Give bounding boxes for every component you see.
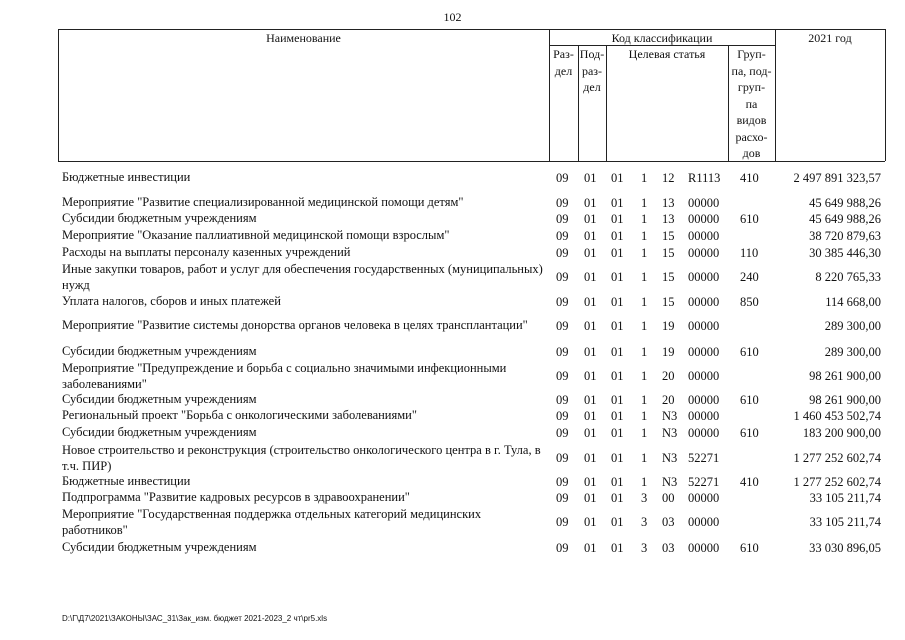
row-name: Региональный проект "Борьба с онкологическими заболеваниями" xyxy=(62,408,417,422)
code-program: 01 xyxy=(611,408,624,423)
code-razdel: 09 xyxy=(556,245,569,260)
amount-2021: 289 300,00 xyxy=(824,318,881,333)
code-program: 01 xyxy=(611,211,624,226)
header-border-left xyxy=(58,29,59,161)
code-event: 20 xyxy=(662,392,675,407)
code-program: 01 xyxy=(611,540,624,555)
amount-2021: 2 497 891 323,57 xyxy=(793,170,881,185)
code-program: 01 xyxy=(611,425,624,440)
header-target: Целевая статья xyxy=(628,47,706,61)
header-razdel: Раз- дел xyxy=(553,47,574,78)
amount-2021: 30 385 446,30 xyxy=(809,245,881,260)
code-direction: 00000 xyxy=(688,270,720,284)
amount-2021: 33 105 211,74 xyxy=(809,490,881,505)
code-razdel: 09 xyxy=(556,490,569,505)
code-direction: 00000 xyxy=(688,490,720,505)
code-direction: 00000 xyxy=(688,540,720,555)
code-program: 01 xyxy=(611,451,624,465)
code-podrazdel: 01 xyxy=(584,245,597,260)
header-year: 2021 год xyxy=(808,31,852,45)
code-podrazdel: 01 xyxy=(584,294,597,309)
code-podrazdel: 01 xyxy=(584,540,597,555)
amount-2021: 114 668,00 xyxy=(825,294,881,309)
code-expense-type: 610 xyxy=(740,211,759,226)
code-direction: 00000 xyxy=(688,211,720,226)
code-razdel: 09 xyxy=(556,369,569,383)
code-event: 15 xyxy=(662,228,675,243)
header-border-code xyxy=(775,29,776,161)
amount-2021: 45 649 988,26 xyxy=(809,195,881,210)
code-subprogram: 3 xyxy=(641,490,648,505)
code-subprogram: 1 xyxy=(641,228,648,243)
file-path-footer: D:\Г\Д7\2021\ЗАКОНЫ\ЗАС_31\Зак_изм. бюджет 2021-2023_2 чт\pr5.xls xyxy=(62,614,328,623)
code-razdel: 09 xyxy=(556,540,569,555)
code-event: 19 xyxy=(662,344,675,359)
code-razdel: 09 xyxy=(556,270,569,284)
code-direction: 00000 xyxy=(688,344,720,359)
code-event: N3 xyxy=(662,474,678,489)
code-event: 03 xyxy=(662,515,675,529)
code-program: 01 xyxy=(611,344,624,359)
code-subprogram: 1 xyxy=(641,195,648,210)
code-razdel: 09 xyxy=(556,425,569,440)
code-direction: 00000 xyxy=(688,318,720,333)
code-razdel: 09 xyxy=(556,228,569,243)
code-subprogram: 1 xyxy=(641,270,648,284)
code-program: 01 xyxy=(611,170,624,185)
code-event: 13 xyxy=(662,195,675,210)
row-name: Мероприятие "Государственная поддержка отдельных категорий медицинских работников" xyxy=(62,507,482,537)
code-direction: 00000 xyxy=(688,515,720,529)
code-expense-type: 410 xyxy=(740,170,759,185)
amount-2021: 183 200 900,00 xyxy=(802,425,881,440)
code-program: 01 xyxy=(611,369,624,383)
code-direction: 00000 xyxy=(688,245,720,260)
header-name: Наименование xyxy=(266,31,341,45)
amount-2021: 8 220 765,33 xyxy=(815,270,881,284)
code-program: 01 xyxy=(611,245,624,260)
code-program: 01 xyxy=(611,392,624,407)
code-event: N3 xyxy=(662,451,678,465)
code-podrazdel: 01 xyxy=(584,474,597,489)
code-razdel: 09 xyxy=(556,318,569,333)
code-direction: 00000 xyxy=(688,228,720,243)
code-podrazdel: 01 xyxy=(584,170,597,185)
code-event: N3 xyxy=(662,408,678,423)
code-podrazdel: 01 xyxy=(584,451,597,465)
code-expense-type: 410 xyxy=(740,474,759,489)
code-direction: 00000 xyxy=(688,195,720,210)
amount-2021: 38 720 879,63 xyxy=(809,228,881,243)
row-name: Субсидии бюджетным учреждениям xyxy=(62,392,257,406)
code-event: 19 xyxy=(662,318,675,333)
row-name: Мероприятие "Развитие специализированной медицинской помощи детям" xyxy=(62,195,464,209)
code-subprogram: 1 xyxy=(641,408,648,423)
row-name: Субсидии бюджетным учреждениям xyxy=(62,425,257,439)
code-subprogram: 1 xyxy=(641,369,648,383)
code-subprogram: 3 xyxy=(641,540,648,555)
row-name: Бюджетные инвестиции xyxy=(62,474,191,488)
code-razdel: 09 xyxy=(556,344,569,359)
code-expense-type: 610 xyxy=(740,540,759,555)
code-event: 15 xyxy=(662,294,675,309)
code-expense-type: 110 xyxy=(740,245,759,260)
amount-2021: 98 261 900,00 xyxy=(809,369,881,383)
row-name: Мероприятие "Оказание паллиативной медицинской помощи взрослым" xyxy=(62,228,450,242)
row-name: Уплата налогов, сборов и иных платежей xyxy=(62,294,281,308)
code-razdel: 09 xyxy=(556,392,569,407)
amount-2021: 33 030 896,05 xyxy=(809,540,881,555)
code-subprogram: 1 xyxy=(641,474,648,489)
code-direction: R1113 xyxy=(688,170,721,185)
code-event: 20 xyxy=(662,369,675,383)
code-program: 01 xyxy=(611,474,624,489)
code-podrazdel: 01 xyxy=(584,425,597,440)
code-expense-type: 850 xyxy=(740,294,759,309)
code-podrazdel: 01 xyxy=(584,270,597,284)
code-podrazdel: 01 xyxy=(584,344,597,359)
code-subprogram: 1 xyxy=(641,318,648,333)
code-expense-type: 610 xyxy=(740,344,759,359)
amount-2021: 1 277 252 602,74 xyxy=(793,474,881,489)
code-expense-type: 610 xyxy=(740,425,759,440)
header-code-classification: Код классификации xyxy=(611,31,713,45)
code-podrazdel: 01 xyxy=(584,228,597,243)
code-podrazdel: 01 xyxy=(584,211,597,226)
code-program: 01 xyxy=(611,270,624,284)
code-razdel: 09 xyxy=(556,474,569,489)
row-name: Субсидии бюджетным учреждениям xyxy=(62,540,257,554)
header-border-right xyxy=(885,29,886,161)
code-subprogram: 1 xyxy=(641,170,648,185)
code-direction: 52271 xyxy=(688,474,720,489)
row-name: Иные закупки товаров, работ и услуг для обеспечения государственных (муниципальных) нужд xyxy=(62,262,543,292)
code-direction: 52271 xyxy=(688,451,720,465)
amount-2021: 98 261 900,00 xyxy=(809,392,881,407)
code-subprogram: 1 xyxy=(641,425,648,440)
code-event: 15 xyxy=(662,245,675,260)
code-podrazdel: 01 xyxy=(584,318,597,333)
code-podrazdel: 01 xyxy=(584,408,597,423)
code-razdel: 09 xyxy=(556,211,569,226)
code-podrazdel: 01 xyxy=(584,369,597,383)
code-program: 01 xyxy=(611,515,624,529)
row-name: Новое строительство и реконструкция (строительство онкологического центра в г. Тула, в т.ч. ПИР) xyxy=(62,443,541,473)
row-name: Мероприятие "Предупреждение и борьба с социально значимыми инфекционными заболеваниями" xyxy=(62,361,507,391)
code-razdel: 09 xyxy=(556,195,569,210)
code-event: 15 xyxy=(662,270,675,284)
row-name: Субсидии бюджетным учреждениям xyxy=(62,344,257,358)
amount-2021: 289 300,00 xyxy=(824,344,881,359)
code-event: 12 xyxy=(662,170,675,185)
row-name: Бюджетные инвестиции xyxy=(62,170,191,184)
row-name: Подпрограмма "Развитие кадровых ресурсов в здравоохранении" xyxy=(62,490,410,504)
code-podrazdel: 01 xyxy=(584,392,597,407)
code-program: 01 xyxy=(611,490,624,505)
code-subprogram: 1 xyxy=(641,294,648,309)
code-direction: 00000 xyxy=(688,408,720,423)
code-subprogram: 1 xyxy=(641,245,648,260)
code-podrazdel: 01 xyxy=(584,515,597,529)
code-direction: 00000 xyxy=(688,294,720,309)
row-name: Расходы на выплаты персоналу казенных учреждений xyxy=(62,245,351,259)
code-razdel: 09 xyxy=(556,408,569,423)
amount-2021: 1 460 453 502,74 xyxy=(793,408,881,423)
amount-2021: 45 649 988,26 xyxy=(809,211,881,226)
code-event: 00 xyxy=(662,490,675,505)
code-direction: 00000 xyxy=(688,425,720,440)
code-subprogram: 1 xyxy=(641,451,648,465)
amount-2021: 33 105 211,74 xyxy=(809,515,881,529)
code-program: 01 xyxy=(611,228,624,243)
code-podrazdel: 01 xyxy=(584,195,597,210)
code-razdel: 09 xyxy=(556,451,569,465)
code-program: 01 xyxy=(611,195,624,210)
code-program: 01 xyxy=(611,294,624,309)
code-razdel: 09 xyxy=(556,294,569,309)
row-name: Мероприятие "Развитие системы донорства органов человека в целях трансплантации" xyxy=(62,318,528,332)
code-subprogram: 1 xyxy=(641,211,648,226)
header-group: Груп- па, под- груп- па видов расхо- дов xyxy=(731,47,772,160)
code-expense-type: 610 xyxy=(740,392,759,407)
code-razdel: 09 xyxy=(556,170,569,185)
row-name: Субсидии бюджетным учреждениям xyxy=(62,211,257,225)
code-event: N3 xyxy=(662,425,678,440)
header-podrazdel: Под- раз- дел xyxy=(579,47,605,94)
code-direction: 00000 xyxy=(688,392,720,407)
page-number: 102 xyxy=(443,10,462,24)
code-event: 13 xyxy=(662,211,675,226)
amount-2021: 1 277 252 602,74 xyxy=(793,451,881,465)
code-expense-type: 240 xyxy=(740,270,759,284)
code-event: 03 xyxy=(662,540,675,555)
code-razdel: 09 xyxy=(556,515,569,529)
code-direction: 00000 xyxy=(688,369,720,383)
code-program: 01 xyxy=(611,318,624,333)
code-subprogram: 3 xyxy=(641,515,648,529)
code-podrazdel: 01 xyxy=(584,490,597,505)
code-subprogram: 1 xyxy=(641,344,648,359)
code-subprogram: 1 xyxy=(641,392,648,407)
